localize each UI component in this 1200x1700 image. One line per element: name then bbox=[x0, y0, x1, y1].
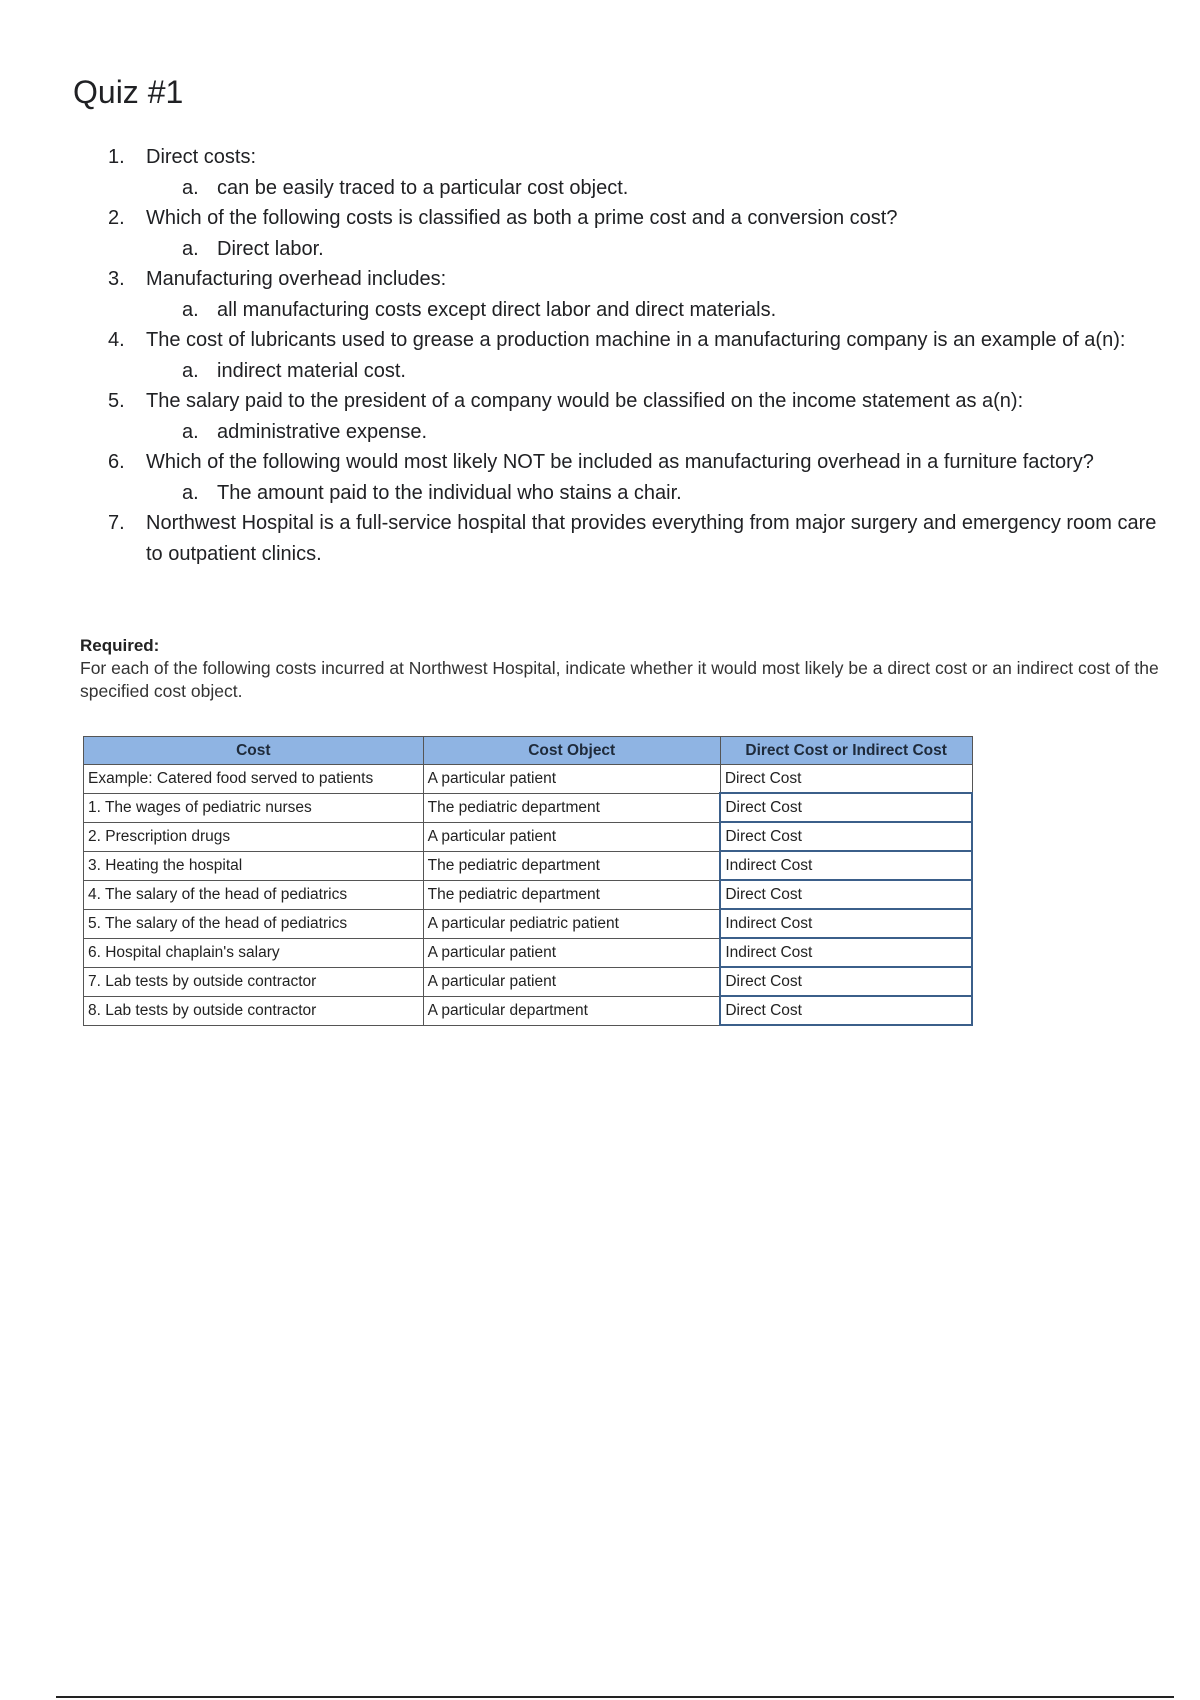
cost-cell: 4. The salary of the head of pediatrics bbox=[84, 880, 424, 909]
cost-object-cell: A particular patient bbox=[423, 765, 720, 794]
question-4 bbox=[108, 325, 1168, 356]
page-bottom-divider bbox=[56, 1696, 1174, 1698]
question-text: Which of the following costs is classified as both a prime cost and a conversion cost? bbox=[146, 207, 898, 229]
cost-classification-table bbox=[83, 736, 973, 1026]
cost-cell: 7. Lab tests by outside contractor bbox=[84, 967, 424, 996]
table-row bbox=[84, 793, 973, 822]
table-row bbox=[84, 938, 973, 967]
question-text: Northwest Hospital is a full-service hospital that provides everything from major surgery and emergency room care to outpatient clinics. bbox=[146, 512, 1157, 565]
question-number: 2. bbox=[108, 207, 125, 229]
question-number: 3. bbox=[108, 268, 125, 290]
classification-cell: Direct Cost bbox=[720, 822, 972, 851]
answer-text: Direct labor. bbox=[217, 237, 324, 260]
answer-letter: a. bbox=[182, 420, 199, 443]
question-number: 1. bbox=[108, 146, 125, 168]
classification-cell: Direct Cost bbox=[720, 996, 972, 1025]
page-title: Quiz #1 bbox=[73, 74, 184, 110]
answer-text: all manufacturing costs except direct labor and direct materials. bbox=[217, 298, 777, 321]
question-1 bbox=[108, 142, 1168, 173]
question-3 bbox=[108, 264, 1168, 295]
classification-cell: Direct Cost bbox=[720, 967, 972, 996]
cost-cell: 1. The wages of pediatric nurses bbox=[84, 793, 424, 822]
table-header-row bbox=[84, 737, 973, 765]
answer-letter: a. bbox=[182, 237, 199, 260]
question-7 bbox=[108, 508, 1168, 569]
answer-2 bbox=[108, 234, 1168, 265]
required-label: Required: bbox=[80, 636, 160, 655]
question-text: Manufacturing overhead includes: bbox=[146, 268, 447, 290]
table-row bbox=[84, 967, 973, 996]
cost-object-cell: A particular pediatric patient bbox=[423, 909, 720, 938]
answer-3 bbox=[108, 295, 1168, 326]
cost-object-cell: A particular department bbox=[423, 996, 720, 1025]
table-row bbox=[84, 851, 973, 880]
question-number: 4. bbox=[108, 329, 125, 351]
column-header-cost-object: Cost Object bbox=[423, 737, 720, 765]
cost-object-cell: The pediatric department bbox=[423, 880, 720, 909]
table-row bbox=[84, 880, 973, 909]
classification-cell: Indirect Cost bbox=[720, 851, 972, 880]
classification-cell: Indirect Cost bbox=[720, 938, 972, 967]
answer-letter: a. bbox=[182, 481, 199, 504]
classification-cell: Indirect Cost bbox=[720, 909, 972, 938]
question-number: 7. bbox=[108, 512, 125, 534]
table-row bbox=[84, 765, 973, 794]
cost-object-cell: A particular patient bbox=[423, 967, 720, 996]
answer-5 bbox=[108, 417, 1168, 448]
answer-6 bbox=[108, 478, 1168, 509]
question-2 bbox=[108, 203, 1168, 234]
table-row bbox=[84, 996, 973, 1025]
cost-object-cell: The pediatric department bbox=[423, 851, 720, 880]
answer-text: administrative expense. bbox=[217, 420, 428, 443]
cost-cell: 6. Hospital chaplain's salary bbox=[84, 938, 424, 967]
question-number: 6. bbox=[108, 451, 125, 473]
table-row bbox=[84, 909, 973, 938]
answer-1 bbox=[108, 173, 1168, 204]
cost-cell: 8. Lab tests by outside contractor bbox=[84, 996, 424, 1025]
question-text: The salary paid to the president of a company would be classified on the income statement as a(n): bbox=[146, 390, 1024, 412]
classification-cell: Direct Cost bbox=[720, 765, 972, 794]
answer-letter: a. bbox=[182, 176, 199, 199]
cost-object-cell: A particular patient bbox=[423, 822, 720, 851]
answer-4 bbox=[108, 356, 1168, 387]
answer-text: indirect material cost. bbox=[217, 359, 406, 382]
required-instructions: For each of the following costs incurred at Northwest Hospital, indicate whether it would most likely be a direct cost or an indirect cost of the specified cost object. bbox=[80, 658, 1159, 701]
column-header-cost: Cost bbox=[84, 737, 424, 765]
question-number: 5. bbox=[108, 390, 125, 412]
cost-object-cell: A particular patient bbox=[423, 938, 720, 967]
question-6 bbox=[108, 447, 1168, 478]
classification-cell: Direct Cost bbox=[720, 880, 972, 909]
answer-letter: a. bbox=[182, 298, 199, 321]
question-list bbox=[108, 142, 1168, 569]
question-text: Direct costs: bbox=[146, 146, 257, 168]
answer-letter: a. bbox=[182, 359, 199, 382]
answer-text: can be easily traced to a particular cost object. bbox=[217, 176, 629, 199]
question-text: The cost of lubricants used to grease a production machine in a manufacturing company is an example of a(n): bbox=[146, 329, 1126, 351]
question-text: Which of the following would most likely NOT be included as manufacturing overhead in a furniture factory? bbox=[146, 451, 1094, 473]
column-header-classification: Direct Cost or Indirect Cost bbox=[720, 737, 972, 765]
cost-cell: Example: Catered food served to patients bbox=[84, 765, 424, 794]
cost-object-cell: The pediatric department bbox=[423, 793, 720, 822]
cost-cell: 2. Prescription drugs bbox=[84, 822, 424, 851]
answer-text: The amount paid to the individual who stains a chair. bbox=[217, 481, 682, 504]
cost-cell: 5. The salary of the head of pediatrics bbox=[84, 909, 424, 938]
question-5 bbox=[108, 386, 1168, 417]
classification-cell: Direct Cost bbox=[720, 793, 972, 822]
table-row bbox=[84, 822, 973, 851]
cost-cell: 3. Heating the hospital bbox=[84, 851, 424, 880]
